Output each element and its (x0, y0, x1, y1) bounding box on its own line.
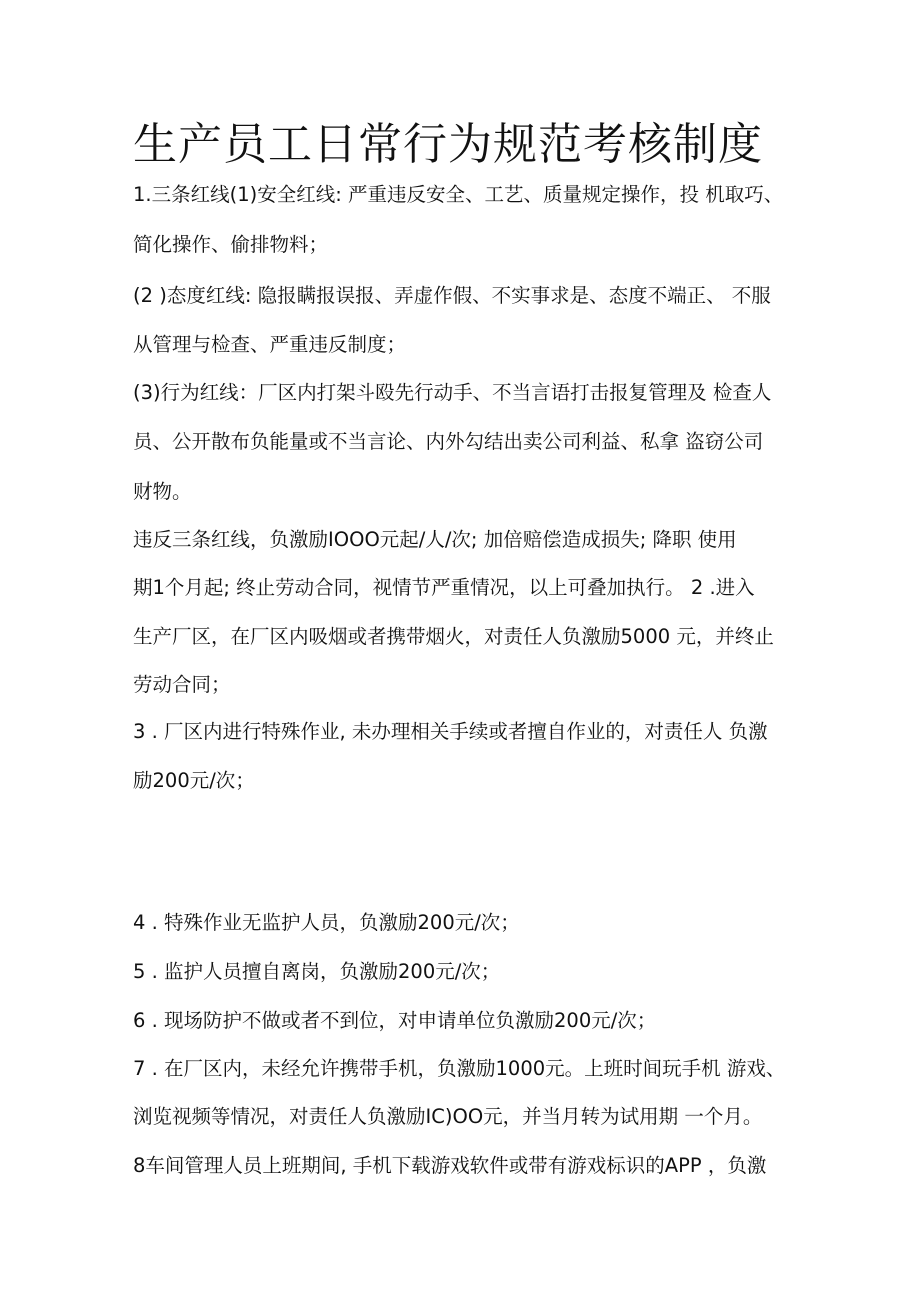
text-line: 违反三条红线，负激励IOOO元起/人/次; 加倍赔偿造成损失; 降职 使用 (133, 528, 737, 551)
text-line: 浏览视频等情况，对责任人负激励IC)OO元，并当月转为试用期 一个月。 (133, 1105, 763, 1128)
document-title: 生产员工日常行为规范考核制度 (133, 119, 763, 170)
text-line: 6 . 现场防护不做或者不到位，对申请单位负激励200元/次； (133, 1009, 657, 1032)
text-line: 员、公开散布负能量或不当言论、内外勾结出卖公司利益、私拿 盗窃公司 (133, 430, 764, 453)
text-line: 从管理与检查、严重违反制度； (133, 333, 407, 356)
text-line: 劳动合同； (133, 673, 231, 696)
text-line: 1.三条红线(1)安全红线: 严重违反安全、工艺、质量规定操作，投 机取巧、 (133, 183, 784, 206)
text-line: 8车间管理人员上班期间, 手机下载游戏软件或带有游戏标识的APP ，负激 (133, 1154, 767, 1177)
text-line: 7 . 在厂区内，未经允许携带手机，负激励1000元。上班时间玩手机 游戏、 (133, 1057, 786, 1080)
text-line: 简化操作、偷排物料； (133, 233, 329, 256)
text-line: 5 . 监护人员擅自离岗，负激励200元/次； (133, 960, 501, 983)
text-line: 财物。 (133, 480, 192, 503)
text-line: 期1个月起; 终止劳动合同，视情节严重情况，以上可叠加执行。 2 .进入 (133, 576, 755, 599)
text-line: (3)行为红线：厂区内打架斗殴先行动手、不当言语打击报复管理及 检查人 (133, 381, 772, 404)
text-line: 3 . 厂区内进行特殊作业, 未办理相关手续或者擅自作业的，对责任人 负激 (133, 720, 768, 743)
text-line: 励200元/次； (133, 769, 255, 792)
text-line: (2 )态度红线: 隐报瞒报误报、弄虚作假、不实事求是、态度不端正、 不服 (133, 284, 771, 307)
text-line: 4 . 特殊作业无监护人员，负激励200元/次； (133, 911, 520, 934)
text-line: 生产厂区，在厂区内吸烟或者携带烟火，对责任人负激励5000 元，并终止 (133, 625, 774, 648)
